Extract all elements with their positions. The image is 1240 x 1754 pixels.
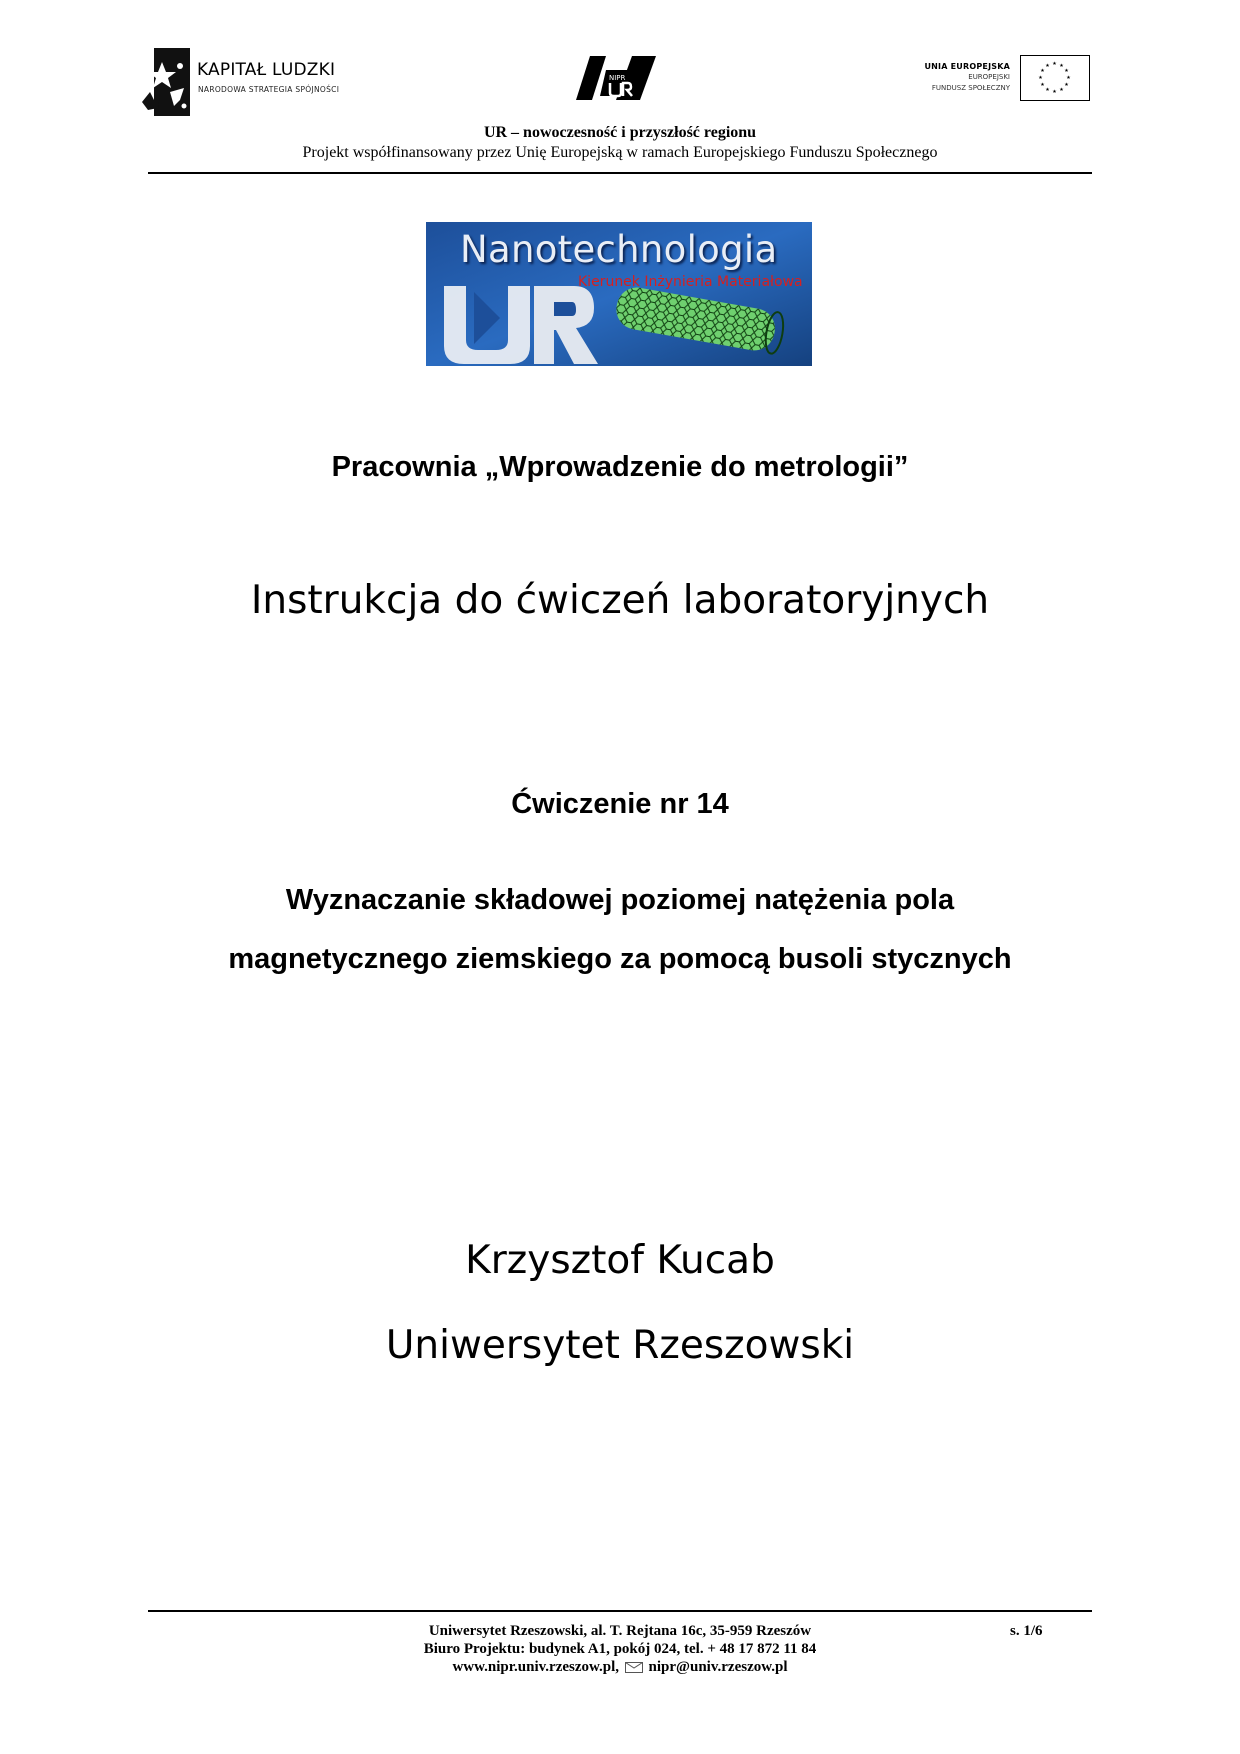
nipr-logo [576,56,656,100]
svg-text:★: ★ [1040,68,1045,74]
instruction-title: Instrukcja do ćwiczeń laboratoryjnych [250,578,990,623]
svg-text:★: ★ [1059,87,1064,93]
author-name: Krzysztof Kucab [465,1238,775,1283]
exercise-title-line2: magnetycznego ziemskiego za pomocą busoli stycznych [228,943,1012,975]
svg-text:★: ★ [1052,61,1057,67]
svg-text:★: ★ [1045,87,1050,93]
footer-divider [148,1610,1092,1612]
svg-text:★: ★ [1064,82,1069,88]
svg-text:★: ★ [1040,82,1045,88]
svg-text:★: ★ [1064,68,1069,74]
kapital-ludzki-title: KAPITAŁ LUDZKI [197,60,336,80]
svg-text:★: ★ [1052,89,1057,95]
header-title: UR – nowoczesność i przyszłość regionu [483,124,757,141]
kapital-ludzki-subtitle: NARODOWA STRATEGIA SPÓJNOŚCI [198,85,340,94]
page-number: s. 1/6 [1010,1623,1043,1639]
footer-address: Uniwersytet Rzeszowski, al. T. Rejtana 16c, 35-959 Rzeszów [428,1623,812,1639]
svg-text:★: ★ [1066,75,1071,81]
nipr-text: NIPR [609,74,626,82]
footer-office: Biuro Projektu: budynek A1, pokój 024, tel. + 48 17 872 11 84 [423,1641,817,1657]
nipr-ur-icon [576,56,656,100]
eu-logo [918,55,1090,103]
eu-title: UNIA EUROPEJSKA [924,62,1010,71]
header-divider [148,172,1092,174]
lab-title: Pracownia „Wprowadzenie do metrologii” [331,451,909,483]
exercise-title-line1: Wyznaczanie składowej poziomej natężenia pola [285,884,955,916]
svg-text:★: ★ [1045,63,1050,69]
kapital-ludzki-logo [140,44,370,118]
author-affiliation: Uniwersytet Rzeszowski [385,1323,855,1368]
exercise-number: Ćwiczenie nr 14 [511,788,729,820]
header-subtitle: Projekt współfinansowany przez Unię Europejską w ramach Europejskiego Funduszu Społecznego [302,144,938,161]
kapital-ludzki-star-icon [140,44,196,118]
envelope-icon [625,1662,643,1673]
svg-text:★: ★ [1059,63,1064,69]
svg-text:★: ★ [1038,75,1043,81]
eu-flag-icon [1020,55,1090,101]
footer-web-link[interactable]: www.nipr.univ.rzeszow.pl, [452,1659,620,1675]
nanotechnologia-banner [426,222,812,366]
banner-subtitle: Kierunek Inżynieria Materiałowa [578,274,803,290]
footer-contact [0,1659,1240,1676]
footer-email-link[interactable]: nipr@univ.rzeszow.pl [648,1659,788,1675]
banner-title: Nanotechnologia [460,228,778,271]
eu-subtitle-2: FUNDUSZ SPOŁECZNY [931,84,1010,92]
eu-subtitle-1: EUROPEJSKI [968,73,1010,81]
